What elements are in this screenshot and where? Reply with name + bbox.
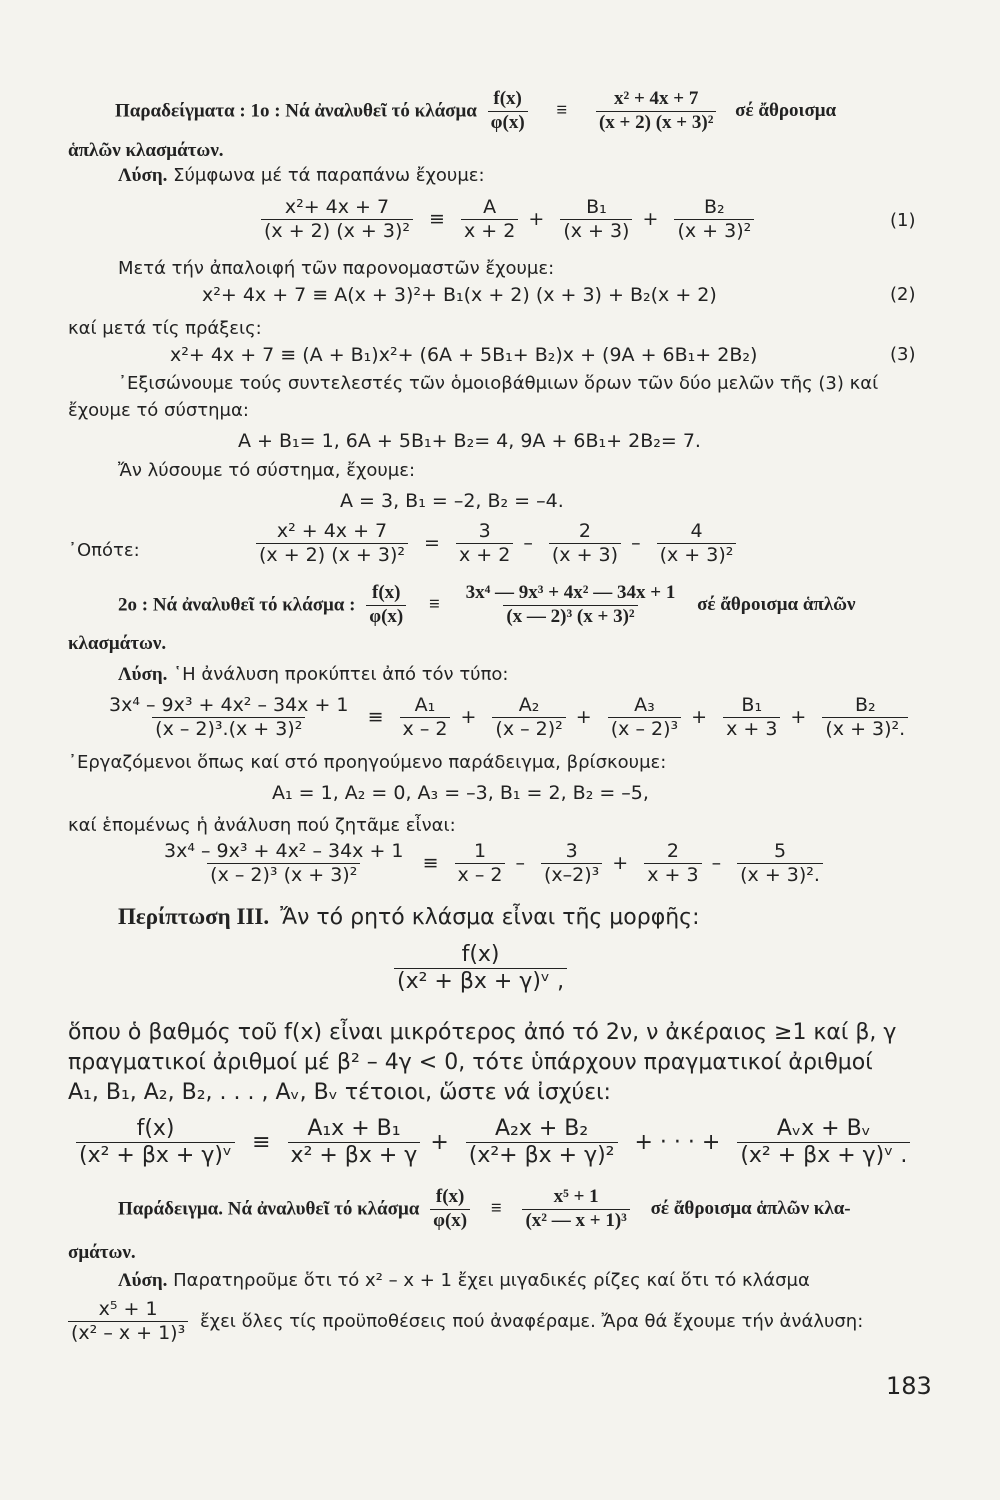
example1-solution-intro: Λύση. Σύμφωνα μέ τά παραπάνω ἔχουμε: <box>118 165 485 186</box>
example3-tail2: σμάτων. <box>68 1242 136 1263</box>
example1-eq2: x²+ 4x + 7 ≡ A(x + 3)²+ B₁(x + 2) (x + 3) + B₂(x + 2) <box>202 284 717 306</box>
example1-eq3: x²+ 4x + 7 ≡ (A + B₁)x²+ (6A + 5B₁+ B₂)x + (9A + 6B₁+ 2B₂) <box>170 344 758 366</box>
case3-p2: πραγματικοί ἀριθμοί μέ β² – 4γ < 0, τότε ὑπάρχουν πραγματικοί ἀριθμοί <box>68 1050 873 1075</box>
example1-text3: καί μετά τίς πράξεις: <box>68 318 262 339</box>
example2-solution-intro: Λύση. ῾Η ἀνάλυση προκύπτει ἀπό τόν τύπο: <box>118 664 509 685</box>
example1-text4a: ᾿Εξισώνουμε τούς συντελεστές τῶν ὁμοιοβάθμιων ὅρων τῶν δύο μελῶν τῆς (3) καί <box>118 373 879 394</box>
example3-solution-line2: $\frac{\text{x⁵ + 1}}{\text{(x² – x + 1)³}}$ ἔχει ὅλες τίς προϋποθέσεις πού ἀναφέραμε. Ἄρα θά ἔχουμε τήν ἀνάλυση: <box>68 1298 863 1345</box>
example1-text4b: ἔχουμε τό σύστημα: <box>68 400 249 421</box>
example1-text5: Ἄν λύσουμε τό σύστημα, ἔχουμε: <box>118 460 416 481</box>
example2-text3: καί ἑπομένως ἡ ἀνάλυση πού ζητᾶμε εἶναι: <box>68 815 456 836</box>
example2-final: $\frac{\text{3x⁴ – 9x³ + 4x² – 34x + 1}}{\text{(x – 2)³ (x + 3)²}}$ ≡ $\frac{1}{x - 2}$ – $\frac{3}{\text{(x–2)³}}$ + $\frac{2}{x + 3}$ – $\frac{5}{\text{(x + 3)².}}$ <box>155 840 829 887</box>
example2-header: 2ο : Νά ἀναλυθεῖ τό κλάσμα : $\frac{f(x)}{\varphi(x)}$ ≡ $\frac{\text{3x⁴ — 9x³ + 4x² — 34x + 1}}{\text{(x — 2)³ (x + 3)²}}$ σέ ἄθροισμα ἁπλῶν <box>118 582 856 627</box>
page-number: 183 <box>886 1372 932 1400</box>
example1-opote: ᾿Οπότε: <box>68 540 140 561</box>
example1-text2: Μετά τήν ἀπαλοιφή τῶν παρονομαστῶν ἔχουμε: <box>118 258 555 279</box>
equation-tag-1: (1) <box>890 210 916 231</box>
example2-tail2: κλασμάτων. <box>68 633 167 654</box>
equation-tag-3: (3) <box>890 344 916 365</box>
example1-fraction: $\frac{\text{x² + 4x + 7}}{\text{(x + 2) (x + 3)²}}$ <box>596 88 716 135</box>
case3-heading: Περίπτωση ΙΙΙ. Ἄν τό ρητό κλάσμα εἶναι τῆς μορφῆς: <box>118 904 700 930</box>
example1-label: Παραδείγματα : 1ο : Νά ἀναλυθεῖ τό κλάσμα <box>115 100 477 122</box>
case3-general-formula: $\frac{f(x)}{\text{(x² + βx + γ)ᵛ}}$ ≡ $\frac{\text{A₁x + B₁}}{\text{x² + βx + γ}}$ + $\frac{\text{A₂x + B₂}}{\text{(x²+ βx + γ)²}}$ + · · · + $\frac{\text{Aᵥx + Bᵥ}}{\text{(x² + βx + γ)ᵛ .}}$ <box>70 1116 916 1170</box>
case3-form: $\frac{f(x)}{\text{(x² + βx + γ)ᵛ ,}}$ <box>388 942 573 996</box>
case3-p1: ὅπου ὁ βαθμός τοῦ f(x) εἶναι μικρότερος ἀπό τό 2ν, ν ἀκέραιος ≥1 καί β, γ <box>68 1020 897 1045</box>
example3-solution-intro: Λύση. Παρατηροῦμε ὅτι τό x² – x + 1 ἔχει μιγαδικές ρίζες καί ὅτι τό κλάσμα <box>118 1270 810 1291</box>
example3-header: Παράδειγμα. Νά ἀναλυθεῖ τό κλάσμα $\frac{f(x)}{\varphi(x)}$ ≡ $\frac{\text{x⁵ + 1}}{\text{(x² — x + 1)³}}$ σέ ἄθροισμα ἁπλῶν κλα- <box>118 1186 851 1231</box>
example1-tail: σέ ἄθροισμα <box>735 100 837 122</box>
example1-system: A + B₁= 1, 6A + 5B₁+ B₂= 4, 9A + 6B₁+ 2B₂= 7. <box>238 430 701 452</box>
example1-header: Παραδείγματα : 1ο : Νά ἀναλυθεῖ τό κλάσμα $\frac{f(x)}{\varphi(x)}$ ≡ $\frac{\text{x² + 4x + 7}}{\text{(x + 2) (x + 3)²}}$ σέ ἄθροισμα <box>115 88 837 133</box>
example2-values: A₁ = 1, A₂ = 0, A₃ = –3, B₁ = 2, B₂ = –5, <box>272 782 649 804</box>
example1-eq1: $\frac{\text{x²+ 4x + 7}}{\text{(x + 2) (x + 3)²}}$ ≡ $\frac{A}{x + 2}$ + $\frac{\text{B₁}}{(x + 3)}$ + $\frac{\text{B₂}}{\text{(x + 3)²}}$ <box>255 196 760 243</box>
example1-tail2: ἁπλῶν κλασμάτων. <box>68 140 224 161</box>
example1-solution-values: A = 3, B₁ = –2, B₂ = –4. <box>340 490 564 512</box>
example1-fx-fraction: $\frac{f(x)}{\varphi(x)}$ <box>488 88 528 135</box>
example1-final: $\frac{\text{x² + 4x + 7}}{\text{(x + 2) (x + 3)²}}$ = $\frac{3}{x + 2}$ – $\frac{2}{(x + 3)}$ – $\frac{4}{\text{(x + 3)²}}$ <box>250 520 742 567</box>
case3-p3: A₁, B₁, A₂, B₂, . . . , Aᵥ, Bᵥ τέτοιοι, ὥστε νά ἰσχύει: <box>68 1080 611 1105</box>
example2-formula: $\frac{\text{3x⁴ – 9x³ + 4x² – 34x + 1}}{\text{(x – 2)³.(x + 3)²}}$ ≡ $\frac{\text{A₁}}{x - 2}$ + $\frac{\text{A₂}}{\text{(x – 2)²}}$ + $\frac{\text{A₃}}{\text{(x – 2)³}}$ + $\frac{\text{B₁}}{x + 3}$ + $\frac{\text{B₂}}{\text{(x + 3)².}}$ <box>100 694 914 741</box>
example2-text2: ᾿Εργαζόμενοι ὅπως καί στό προηγούμενο παράδειγμα, βρίσκουμε: <box>68 752 667 773</box>
equation-tag-2: (2) <box>890 284 916 305</box>
